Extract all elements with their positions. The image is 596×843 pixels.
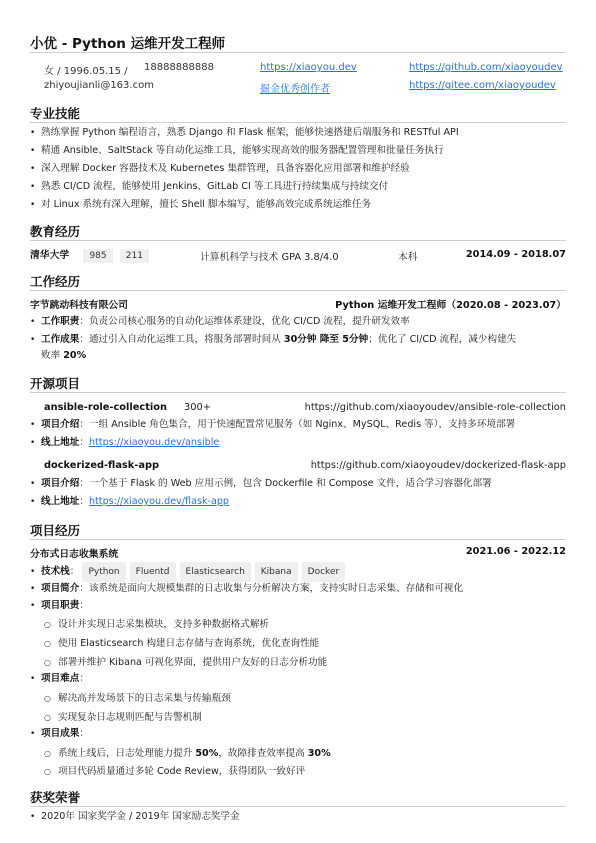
stack-tag: Kibana bbox=[255, 562, 298, 582]
gender-birth: 女 / 1996.05.15 / bbox=[44, 66, 128, 77]
skills-title: 专业技能 bbox=[30, 106, 81, 121]
oss-intro: • 项目介绍：一组 Ansible 角色集合，用于快速配置常见服务（如 Nginx、MySQL、Redis 等），支持多环境部署 bbox=[30, 419, 516, 430]
stack-tag: Python bbox=[82, 562, 125, 582]
juejin-link[interactable]: 掘金优秀创作者 bbox=[260, 84, 330, 95]
skills-divider bbox=[30, 122, 566, 123]
oss-stars: 300+ bbox=[184, 402, 211, 413]
work-result-cont: 败率 20% bbox=[41, 350, 87, 361]
skill-item: • 对 Linux 系统有深入理解，擅长 Shell 脚本编写，能够高效完成系统运维任务 bbox=[30, 199, 372, 210]
skill-item: • 熟练掌握 Python 编程语言，熟悉 Django 和 Flask 框架，能够快速搭建后端服务和 RESTful API bbox=[30, 127, 459, 138]
opensource-divider bbox=[30, 392, 566, 393]
skill-item: • 深入理解 Docker 容器技术及 Kubernetes 集群管理，具备容器化应用部署和维护经验 bbox=[30, 163, 410, 174]
project-name: 分布式日志收集系统 bbox=[30, 549, 119, 560]
project-period: 2021.06 - 2022.12 bbox=[465, 546, 566, 557]
project-intro: • 项目简介：该系统是面向大规模集群的日志收集与分析解决方案，支持实时日志采集、存储和可视化 bbox=[30, 583, 464, 594]
education-row bbox=[30, 247, 566, 263]
skill-item: • 精通 Ansible、SaltStack 等自动化运维工具，能够实现高效的服务器配置管理和批量任务执行 bbox=[30, 145, 444, 156]
project-result-item: ○ 系统上线后，日志处理能力提升 50%，故障排查效率提高 30% bbox=[44, 748, 331, 759]
school-tag: 211 bbox=[120, 249, 149, 263]
opensource-title: 开源项目 bbox=[30, 376, 81, 391]
project-stack: • 技术栈： Python Fluentd Elasticsearch Kibana Docker bbox=[30, 562, 566, 582]
oss-project-name: ansible-role-collection bbox=[44, 402, 167, 413]
oss-url-row: • 线上地址：https://xiaoyou.dev/ansible bbox=[30, 437, 220, 448]
oss-intro: • 项目介绍：一个基于 Flask 的 Web 应用示例，包含 Dockerfile 和 Compose 文件，适合学习容器化部署 bbox=[30, 478, 492, 489]
projects-title: 项目经历 bbox=[30, 523, 81, 538]
oss-project-name: dockerized-flask-app bbox=[44, 460, 159, 471]
project-duty-label: • 项目职责： bbox=[30, 600, 89, 611]
company-name: 字节跳动科技有限公司 bbox=[30, 300, 128, 311]
work-role-period: Python 运维开发工程师（2020.08 - 2023.07） bbox=[335, 300, 566, 311]
project-duty-item: ○ 使用 Elasticsearch 构建日志存储与查询系统，优化查询性能 bbox=[44, 638, 320, 649]
awards-divider bbox=[30, 806, 566, 807]
education-divider bbox=[30, 240, 566, 241]
stack-tag: Fluentd bbox=[130, 562, 176, 582]
education-title: 教育经历 bbox=[30, 224, 81, 239]
project-difficulty-item: ○ 解决高并发场景下的日志采集与传输瓶颈 bbox=[44, 693, 231, 704]
email: zhiyoujianli@163.com bbox=[44, 80, 154, 91]
personal-site-link[interactable]: https://xiaoyou.dev bbox=[260, 62, 357, 73]
degree: 本科 bbox=[398, 252, 418, 263]
resume-name: 小优 - Python 运维开发工程师 bbox=[30, 36, 226, 52]
project-header bbox=[30, 546, 566, 560]
phone: 18888888888 bbox=[144, 62, 214, 73]
stack-tag: Elasticsearch bbox=[180, 562, 251, 582]
oss-url-link[interactable]: https://xiaoyou.dev/flask-app bbox=[88, 496, 230, 507]
work-title: 工作经历 bbox=[30, 274, 81, 289]
education-period: 2014.09 - 2018.07 bbox=[465, 249, 566, 260]
project-duty-item: ○ 部署并维护 Kibana 可视化界面，提供用户友好的日志分析功能 bbox=[44, 657, 328, 668]
work-duty: • 工作职责：负责公司核心服务的自动化运维体系建设，优化 CI/CD 流程，提升研发效率 bbox=[30, 316, 410, 327]
project-result-label: • 项目成果： bbox=[30, 728, 89, 739]
oss-url-row: • 线上地址：https://xiaoyou.dev/flask-app bbox=[30, 496, 230, 507]
project-result-item: ○ 项目代码质量通过多轮 Code Review，获得团队一致好评 bbox=[44, 766, 306, 777]
school-tag: 985 bbox=[83, 249, 112, 263]
work-result: • 工作成果：通过引入自动化运维工具，将服务部署时间从 30分钟 降至 5分钟；优化了 CI/CD 流程，减少构建失 bbox=[30, 334, 517, 345]
gitee-link[interactable]: https://gitee.com/xiaoyoudev bbox=[409, 80, 556, 91]
award-item: • 2020年 国家奖学金 / 2019年 国家励志奖学金 bbox=[30, 811, 240, 822]
oss-repo: https://github.com/xiaoyoudev/dockerized-flask-app bbox=[310, 460, 566, 471]
github-link[interactable]: https://github.com/xiaoyoudev bbox=[409, 62, 563, 73]
awards-title: 获奖荣誉 bbox=[30, 790, 81, 805]
school-name: 清华大学 bbox=[30, 250, 70, 261]
major: 计算机科学与技术 GPA 3.8/4.0 bbox=[200, 252, 339, 263]
work-divider bbox=[30, 290, 566, 291]
project-difficulty-label: • 项目难点： bbox=[30, 673, 89, 684]
oss-repo: https://github.com/xiaoyoudev/ansible-role-collection bbox=[304, 402, 566, 413]
projects-divider bbox=[30, 539, 566, 540]
work-header bbox=[30, 297, 566, 311]
skill-item: • 熟悉 CI/CD 流程，能够使用 Jenkins、GitLab CI 等工具进行持续集成与持续交付 bbox=[30, 181, 389, 192]
project-duty-item: ○ 设计并实现日志采集模块，支持多种数据格式解析 bbox=[44, 619, 270, 630]
oss-url-link[interactable]: https://xiaoyou.dev/ansible bbox=[88, 437, 220, 448]
header-divider bbox=[30, 52, 566, 53]
stack-tag: Docker bbox=[302, 562, 346, 582]
project-difficulty-item: ○ 实现复杂日志规则匹配与告警机制 bbox=[44, 712, 202, 723]
